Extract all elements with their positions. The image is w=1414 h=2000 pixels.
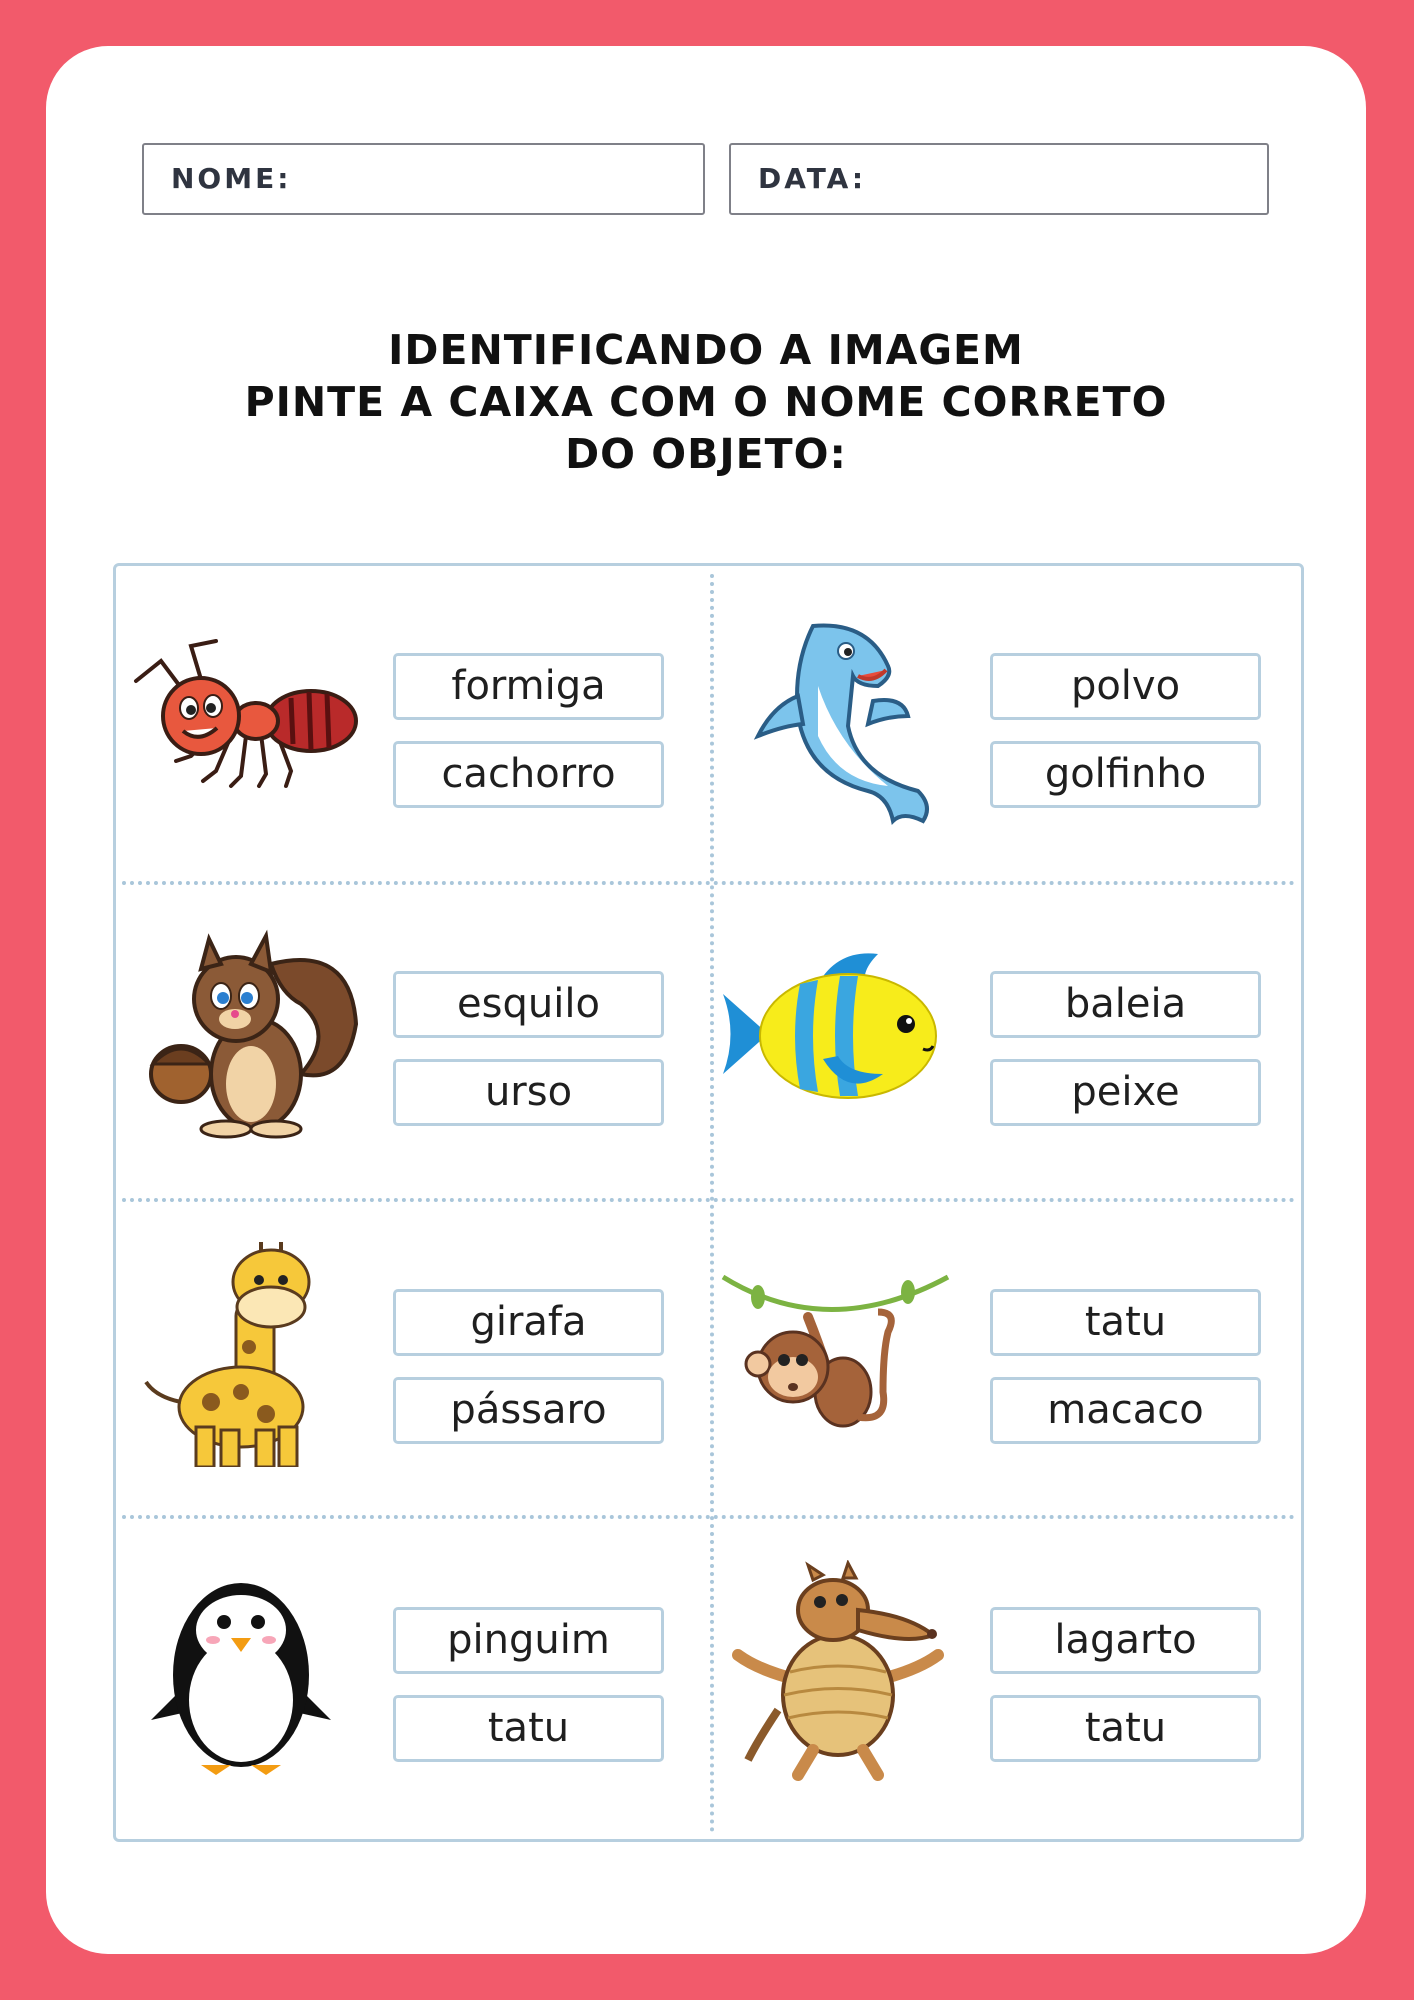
date-field[interactable] bbox=[729, 143, 1269, 215]
item-card-penguin bbox=[116, 1520, 710, 1838]
option-box[interactable]: macaco bbox=[990, 1377, 1261, 1444]
option-box[interactable]: pássaro bbox=[393, 1377, 664, 1444]
date-label: DATA: bbox=[758, 162, 867, 195]
title-line-3: DO OBJETO: bbox=[565, 430, 847, 478]
option-box[interactable]: tatu bbox=[990, 1695, 1261, 1762]
title-line-1: IDENTIFICANDO A IMAGEM bbox=[388, 326, 1024, 374]
item-card-fish bbox=[713, 884, 1307, 1202]
option-box[interactable]: golfinho bbox=[990, 741, 1261, 808]
option-box[interactable]: lagarto bbox=[990, 1607, 1261, 1674]
option-box[interactable]: formiga bbox=[393, 653, 664, 720]
option-box[interactable]: baleia bbox=[990, 971, 1261, 1038]
page-title bbox=[46, 324, 1366, 480]
penguin-icon bbox=[121, 1560, 361, 1785]
option-box[interactable]: peixe bbox=[990, 1059, 1261, 1126]
option-box[interactable]: pinguim bbox=[393, 1607, 664, 1674]
option-box[interactable]: polvo bbox=[990, 653, 1261, 720]
option-box[interactable]: urso bbox=[393, 1059, 664, 1126]
option-box[interactable]: cachorro bbox=[393, 741, 664, 808]
item-card-monkey bbox=[713, 1202, 1307, 1520]
monkey-icon bbox=[718, 1242, 958, 1467]
dolphin-icon bbox=[718, 606, 958, 831]
title-line-2: PINTE A CAIXA COM O NOME CORRETO bbox=[244, 378, 1168, 426]
item-card-ant bbox=[116, 566, 710, 884]
exercise-grid bbox=[113, 563, 1304, 1842]
fish-icon bbox=[718, 924, 958, 1149]
option-box[interactable]: tatu bbox=[990, 1289, 1261, 1356]
name-field[interactable] bbox=[142, 143, 705, 215]
armadillo-icon bbox=[718, 1560, 958, 1785]
option-box[interactable]: girafa bbox=[393, 1289, 664, 1356]
squirrel-icon bbox=[121, 924, 361, 1149]
giraffe-icon bbox=[121, 1242, 361, 1467]
item-card-dolphin bbox=[713, 566, 1307, 884]
option-box[interactable]: tatu bbox=[393, 1695, 664, 1762]
item-card-giraffe bbox=[116, 1202, 710, 1520]
option-box[interactable]: esquilo bbox=[393, 971, 664, 1038]
ant-icon bbox=[121, 606, 361, 831]
item-card-armadillo bbox=[713, 1520, 1307, 1838]
name-label: NOME: bbox=[171, 162, 292, 195]
item-card-squirrel bbox=[116, 884, 710, 1202]
worksheet-page bbox=[46, 46, 1366, 1954]
